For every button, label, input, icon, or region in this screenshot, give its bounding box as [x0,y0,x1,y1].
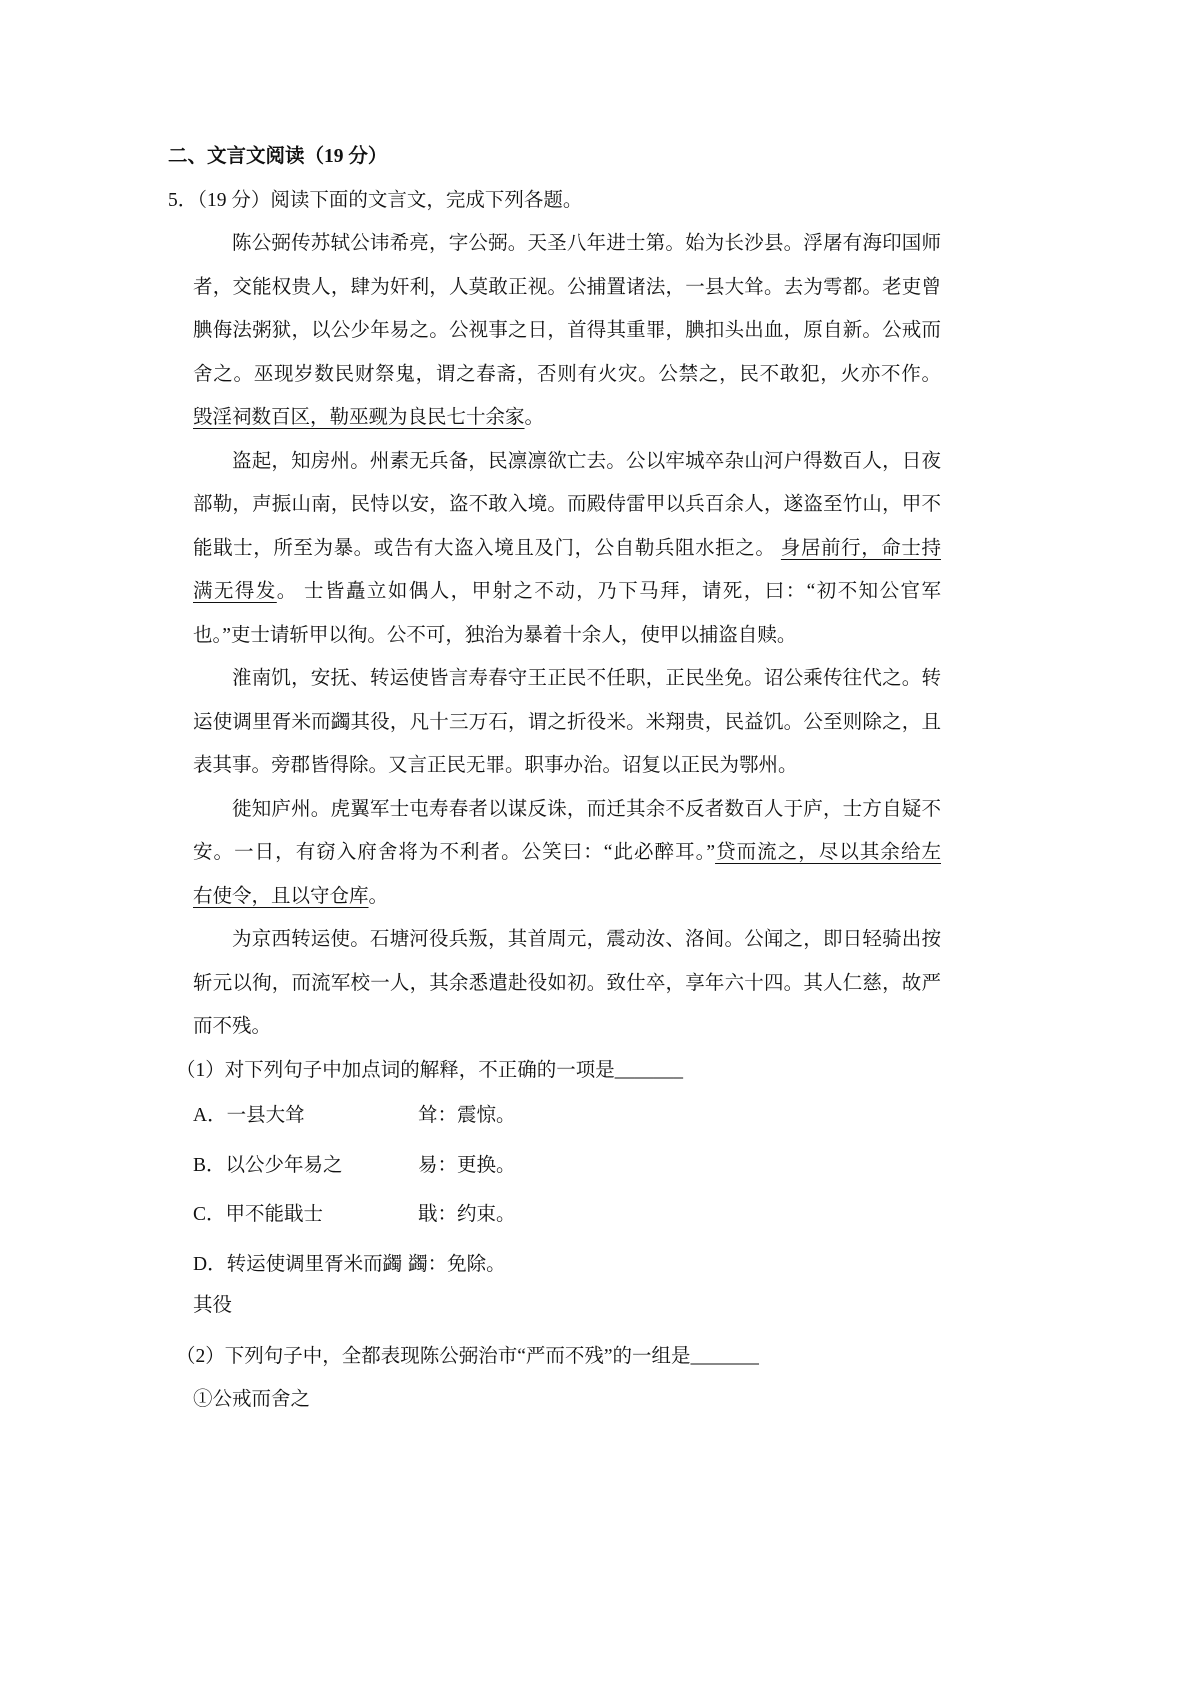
passage-text: 表其事。旁郡皆得除。又言正民无罪。职事办治。诏复以正民为鄂州。 [193,755,798,776]
option-d-main [193,1253,402,1277]
passage-line [193,614,941,658]
passage-line [193,788,941,832]
underlined-sentence: 身居前行，命士持 [780,537,941,559]
option-label: C． [193,1204,226,1225]
classical-chinese-passage [193,222,941,1049]
passage-line [193,918,941,962]
passage-line [193,396,941,440]
passage-text: 为京西转运使。石塘河役兵叛，其首周元，震动汝、洛间。公闻之，即日轻骑出按 [232,929,941,950]
passage-text: 陈公弼传苏轼公讳希亮，字公弼。天圣八年进士第。始为长沙县。浮屠有海印国师 [232,233,941,254]
sub-question-1-text: （1）对下列句子中加点词的解释，不正确的一项是 [176,1059,615,1081]
sub-question-1-prompt [176,1049,948,1093]
passage-text: 。 士皆矗立如偶人，甲射之不动，乃下马拜，请死，曰：“初不知公官军 [276,581,941,602]
passage-line [193,266,941,310]
passage-text: 者，交能权贵人，肆为奸利，人莫敢正视。公捕置诸法，一县大耸。去为雩都。老吏曾 [193,276,941,298]
option-a [193,1104,516,1128]
passage-line [193,483,941,527]
option-b-main [193,1154,418,1178]
passage-line [193,744,941,788]
underlined-sentence: 满无得发 [193,581,277,602]
option-label: D． [193,1254,227,1275]
passage-text: 腆侮法粥狱，以公少年易之。公视事之日，首得其重罪，腆扣头出血，原自新。公戒而 [193,320,941,341]
option-b [193,1154,516,1178]
passage-paragraph [193,788,941,919]
passage-text: 安。一日，有窃入府舍将为不利者。公笑曰：“此必醉耳。” [193,842,716,863]
option-gloss: 耸：震惊。 [418,1105,516,1126]
option-label: A． [193,1105,227,1126]
option-gloss: 蠲：免除。 [408,1254,506,1275]
option-gloss: 戢：约束。 [418,1204,516,1225]
passage-line [193,831,941,875]
passage-line [193,1005,941,1049]
passage-paragraph [193,918,941,1049]
passage-text: 舍之。巫现岁数民财祭鬼，谓之春斋，否则有火灾。公禁之，民不敢犯，火亦不作。 [193,363,941,385]
passage-text: 运使调里胥米而蠲其役，凡十三万石，谓之折役米。米翔贵，民益饥。公至则除之，且 [193,711,941,733]
passage-text: 也。”吏士请斩甲以徇。公不可，独治为暴着十余人，使甲以捕盗自赎。 [193,624,797,646]
answer-blank: _______ [690,1346,759,1367]
passage-line [193,440,941,484]
passage-line [193,570,941,614]
document-body [168,135,948,1092]
option-sentence: 以公少年易之 [225,1155,343,1176]
option-sentence: 一县大耸 [226,1105,305,1126]
underlined-sentence: 毁淫祠数百区，勒巫觋为良民七十余家 [193,407,525,428]
passage-line [193,353,941,397]
answer-blank: _______ [614,1059,684,1081]
passage-text: 盗起，知房州。州素无兵备，民凛凛欲亡去。公以牢城卒杂山河户得数百人，日夜 [232,450,941,472]
passage-text: 。 [524,407,545,428]
option-d [193,1253,506,1277]
option-d-continuation: 其役 [193,1295,233,1316]
option-c-main [193,1203,418,1227]
underlined-sentence: 贷而流之，尽以其余给左 [715,842,941,863]
passage-paragraph [193,440,941,658]
option-a-main [193,1104,418,1128]
passage-line [193,962,941,1006]
passage-line [193,657,941,701]
passage-text: 。 [368,885,389,907]
sub-question-2-item-1: ①公戒而舍之 [193,1389,311,1410]
section-heading: 二、文言文阅读（19 分） [168,146,388,167]
option-gloss: 易：更换。 [418,1155,516,1176]
passage-line [193,309,941,353]
passage-text: 徙知庐州。虎翼军士屯寿春者以谋反诛，而迁其余不反者数百人于庐，士方自疑不 [232,798,941,820]
passage-text: 能戢士，所至为暴。或告有大盗入境且及门，公自勒兵阻水拒之。 [193,537,781,559]
option-c [193,1203,516,1227]
passage-line [193,701,941,745]
question-intro: 5．（19 分）阅读下面的文言文，完成下列各题。 [168,189,583,211]
passage-line [193,527,941,571]
passage-text: 而不残。 [193,1016,272,1037]
passage-text: 淮南饥，安抚、转运使皆言寿春守王正民不任职，正民坐免。诏公乘传往代之。转 [232,668,941,689]
option-label: B． [193,1155,226,1176]
passage-text: 部勒，声振山南，民恃以安，盗不敢入境。而殿侍雷甲以兵百余人，遂盗至竹山，甲不 [193,494,941,515]
passage-line [193,222,941,266]
passage-line [193,875,941,919]
passage-text: 斩元以徇，而流军校一人，其余悉遣赴役如初。致仕卒，享年六十四。其人仁慈，故严 [193,972,941,994]
underlined-sentence: 右使令，且以守仓库 [193,885,369,907]
sub-question-2-text: （2）下列句子中，全都表现陈公弼治市“严而不残”的一组是 [176,1346,691,1367]
option-sentence: 甲不能戢士 [225,1204,324,1225]
sub-question-2-prompt [176,1345,759,1369]
passage-paragraph [193,222,941,440]
option-sentence: 转运使调里胥米而蠲 [226,1254,403,1275]
passage-paragraph [193,657,941,788]
